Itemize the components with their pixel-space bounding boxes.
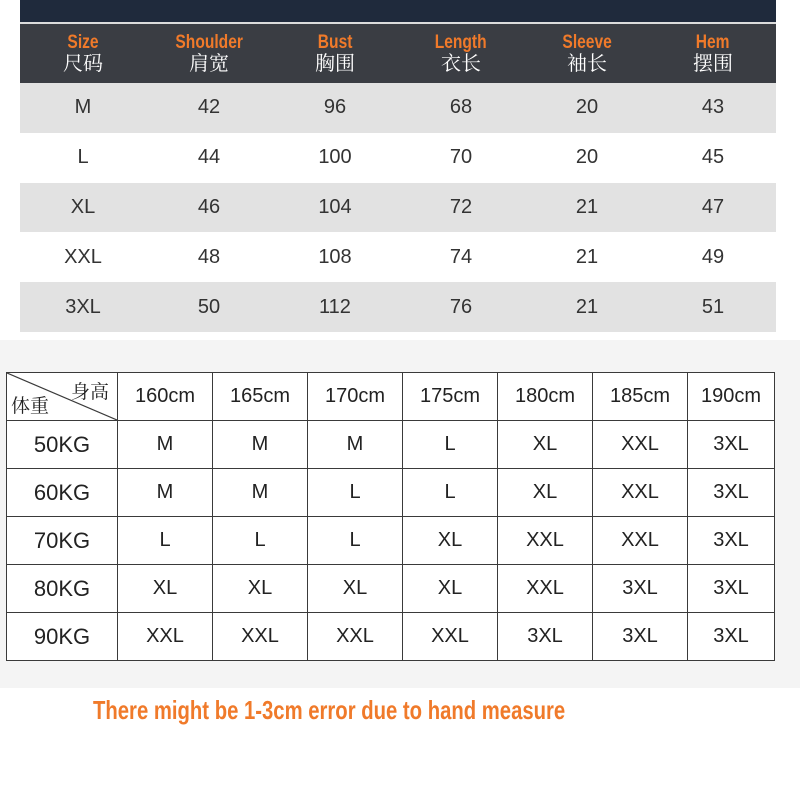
size-cell: XL bbox=[403, 565, 498, 613]
size-cell: XXL bbox=[593, 421, 688, 469]
weight-row-70 bbox=[7, 517, 775, 565]
sleeve-cell: 20 bbox=[575, 96, 599, 119]
header-cn-label: 肩宽 bbox=[189, 50, 229, 75]
top-strip bbox=[20, 0, 776, 22]
header-cn-label: 尺码 bbox=[63, 50, 103, 75]
sleeve-cell: 20 bbox=[575, 146, 599, 169]
size-cell: 3XL bbox=[593, 613, 688, 661]
size-cell: 3XL bbox=[688, 565, 775, 613]
hem-cell: 45 bbox=[701, 146, 725, 169]
size-cell: 3XL bbox=[593, 565, 688, 613]
size-cell: L bbox=[403, 469, 498, 517]
header-bust bbox=[272, 24, 398, 83]
size-cell: M bbox=[118, 421, 213, 469]
bust-cell: 108 bbox=[318, 245, 352, 268]
height-header-cell: 185cm bbox=[593, 373, 688, 421]
corner-cell bbox=[7, 373, 118, 421]
shoulder-cell: 46 bbox=[197, 195, 221, 218]
height-header-cell: 165cm bbox=[213, 373, 308, 421]
sleeve-cell: 21 bbox=[575, 295, 599, 318]
header-sleeve bbox=[524, 24, 650, 83]
header-hem bbox=[650, 24, 776, 83]
header-cn-label: 摆围 bbox=[693, 50, 733, 75]
hem-cell: 43 bbox=[701, 96, 725, 119]
size-row-3xl bbox=[20, 282, 776, 332]
bust-cell: 100 bbox=[318, 146, 352, 169]
size-cell: M bbox=[213, 469, 308, 517]
sleeve-cell: 21 bbox=[575, 245, 599, 268]
size-cell: 3XL bbox=[688, 469, 775, 517]
size-cell: XXL bbox=[498, 517, 593, 565]
size-cell: L bbox=[118, 517, 213, 565]
weight-cell: 70KG bbox=[7, 517, 118, 565]
shoulder-cell: 42 bbox=[197, 96, 221, 119]
header-size bbox=[20, 24, 146, 83]
size-cell: XXL bbox=[308, 613, 403, 661]
recommendation-grid bbox=[6, 372, 775, 661]
weight-cell: 60KG bbox=[7, 469, 118, 517]
size-cell: XL bbox=[213, 565, 308, 613]
height-header-cell: 160cm bbox=[118, 373, 213, 421]
size-cell: L bbox=[77, 146, 89, 169]
header-en-label: Shoulder bbox=[175, 32, 243, 54]
size-cell: XL bbox=[498, 469, 593, 517]
header-cn-label: 袖长 bbox=[567, 50, 607, 75]
size-cell: M bbox=[74, 96, 92, 119]
weight-cell: 80KG bbox=[7, 565, 118, 613]
measurement-note: There might be 1-3cm error due to hand measure bbox=[93, 695, 566, 725]
header-en-label: Sleeve bbox=[562, 32, 612, 54]
size-row-l bbox=[20, 133, 776, 183]
length-cell: 72 bbox=[449, 195, 473, 218]
size-cell: XXL bbox=[213, 613, 308, 661]
size-cell: 3XL bbox=[688, 421, 775, 469]
sleeve-cell: 21 bbox=[575, 195, 599, 218]
size-chart-table bbox=[20, 22, 776, 330]
size-cell: M bbox=[118, 469, 213, 517]
size-cell: XL bbox=[403, 517, 498, 565]
bust-cell: 112 bbox=[319, 295, 351, 318]
header-cn-label: 衣长 bbox=[441, 50, 481, 75]
header-en-label: Hem bbox=[696, 32, 730, 54]
size-cell: XL bbox=[70, 195, 96, 218]
size-cell: XXL bbox=[403, 613, 498, 661]
weight-cell: 90KG bbox=[7, 613, 118, 661]
hem-cell: 49 bbox=[701, 245, 725, 268]
size-cell: XXL bbox=[593, 517, 688, 565]
height-header-cell: 170cm bbox=[308, 373, 403, 421]
size-cell: M bbox=[213, 421, 308, 469]
weight-cell: 50KG bbox=[7, 421, 118, 469]
size-cell: XXL bbox=[498, 565, 593, 613]
length-cell: 70 bbox=[449, 146, 473, 169]
weight-row-80 bbox=[7, 565, 775, 613]
weight-row-60 bbox=[7, 469, 775, 517]
weight-row-50 bbox=[7, 421, 775, 469]
header-length bbox=[398, 24, 524, 83]
weight-row-90 bbox=[7, 613, 775, 661]
corner-diagonal bbox=[7, 373, 117, 420]
length-cell: 68 bbox=[449, 96, 473, 119]
header-en-label: Bust bbox=[317, 32, 353, 54]
size-cell: XL bbox=[498, 421, 593, 469]
header-en-label: Size bbox=[67, 32, 99, 54]
size-cell: XXL bbox=[118, 613, 213, 661]
size-row-xxl bbox=[20, 232, 776, 282]
shoulder-cell: 44 bbox=[197, 146, 221, 169]
size-cell: 3XL bbox=[688, 613, 775, 661]
height-label: 身高 bbox=[70, 381, 109, 403]
size-cell: M bbox=[308, 421, 403, 469]
recommendation-panel bbox=[0, 340, 800, 688]
header-en-label: Length bbox=[435, 32, 487, 54]
height-header-cell: 190cm bbox=[688, 373, 775, 421]
hem-cell: 51 bbox=[701, 295, 725, 318]
size-cell: XL bbox=[308, 565, 403, 613]
size-chart-header bbox=[20, 22, 776, 83]
size-cell: 3XL bbox=[688, 517, 775, 565]
header-cn-label: 胸围 bbox=[315, 50, 355, 75]
length-cell: 76 bbox=[449, 295, 473, 318]
size-cell: XL bbox=[118, 565, 213, 613]
bust-cell: 104 bbox=[318, 195, 352, 218]
height-header-row bbox=[7, 373, 775, 421]
size-row-m bbox=[20, 83, 776, 133]
size-cell: 3XL bbox=[65, 295, 101, 318]
size-cell: XXL bbox=[64, 245, 102, 268]
size-cell: L bbox=[213, 517, 308, 565]
length-cell: 74 bbox=[449, 245, 473, 268]
header-shoulder bbox=[146, 24, 272, 83]
weight-label: 体重 bbox=[11, 395, 50, 417]
size-cell: L bbox=[403, 421, 498, 469]
bust-cell: 96 bbox=[323, 96, 347, 119]
height-header-cell: 180cm bbox=[498, 373, 593, 421]
size-cell: 3XL bbox=[498, 613, 593, 661]
size-cell: XXL bbox=[593, 469, 688, 517]
size-cell: L bbox=[308, 469, 403, 517]
shoulder-cell: 48 bbox=[197, 245, 221, 268]
size-cell: L bbox=[308, 517, 403, 565]
size-row-xl bbox=[20, 183, 776, 233]
shoulder-cell: 50 bbox=[197, 295, 221, 318]
hem-cell: 47 bbox=[701, 195, 725, 218]
height-header-cell: 175cm bbox=[403, 373, 498, 421]
